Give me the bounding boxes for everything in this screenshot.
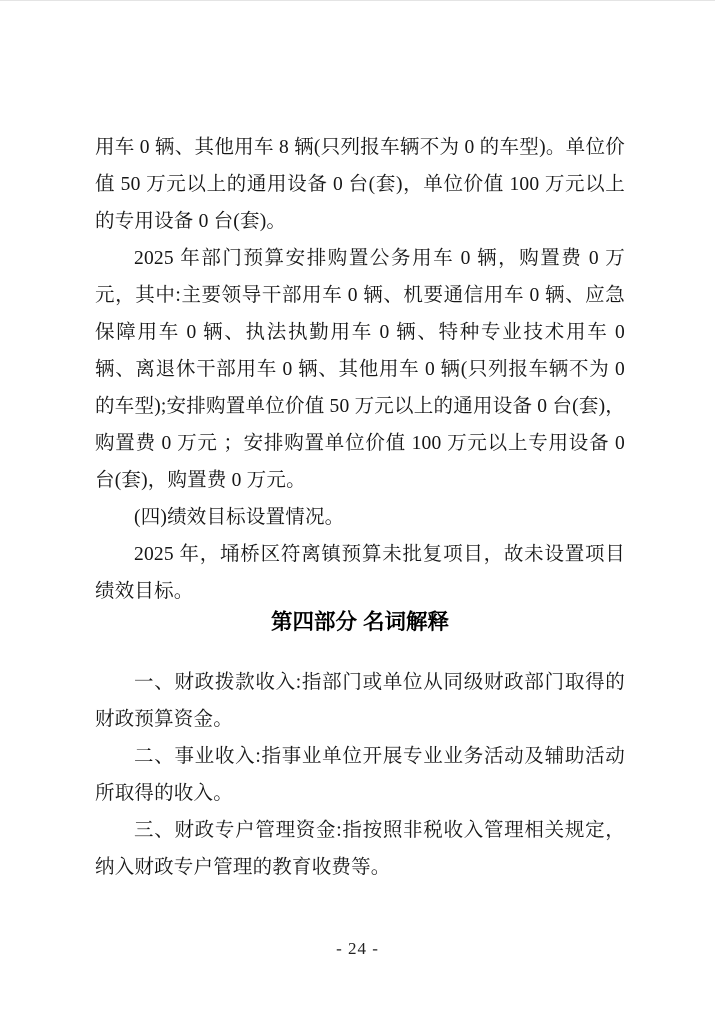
term-definition-business-income: 二、事业收入:指事业单位开展专业业务活动及辅助活动所取得的收入。	[95, 746, 625, 804]
paragraph-vehicles-continuation: 用车 0 辆、其他用车 8 辆(只列报车辆不为 0 的车型)。单位价值 50 万元以上的通用设备 0 台(套)，单位价值 100 万元以上的专用设备 0 台(套)。	[95, 137, 625, 232]
page-number: - 24 -	[336, 939, 379, 958]
paragraph-performance-goal-status: 2025 年，埇桥区符离镇预算未批复项目，故未设置项目绩效目标。	[95, 544, 625, 602]
section-heading-part-four-glossary: 第四部分 名词解释	[271, 610, 449, 634]
paragraph-performance-goal-label: (四)绩效目标设置情况。	[134, 507, 345, 528]
term-definition-fiscal-special-account-funds: 三、财政专户管理资金:指按照非税收入管理相关规定，纳入财政专户管理的教育收费等。	[95, 820, 625, 878]
term-definition-fiscal-appropriation-income: 一、财政拨款收入:指部门或单位从同级财政部门取得的财政预算资金。	[95, 672, 625, 730]
paragraph-2025-vehicle-budget: 2025 年部门预算安排购置公务用车 0 辆，购置费 0 万元，其中:主要领导干部用车 0 辆、机要通信用车 0 辆、应急保障用车 0 辆、执法执勤用车 0 辆、特种专业技术用车 0 辆、离退休干部用车 0 辆、其他用车 0 辆(只列报车辆不为 0 的车型);安排购置单位价值 50 万元以上的通用设备 0 台(套)，购置费 0 万元 ；安排购置单位价值 100 万元以上专用设备 0 台(套)，购置费 0 万元。	[95, 248, 625, 491]
page-content	[95, 129, 625, 886]
